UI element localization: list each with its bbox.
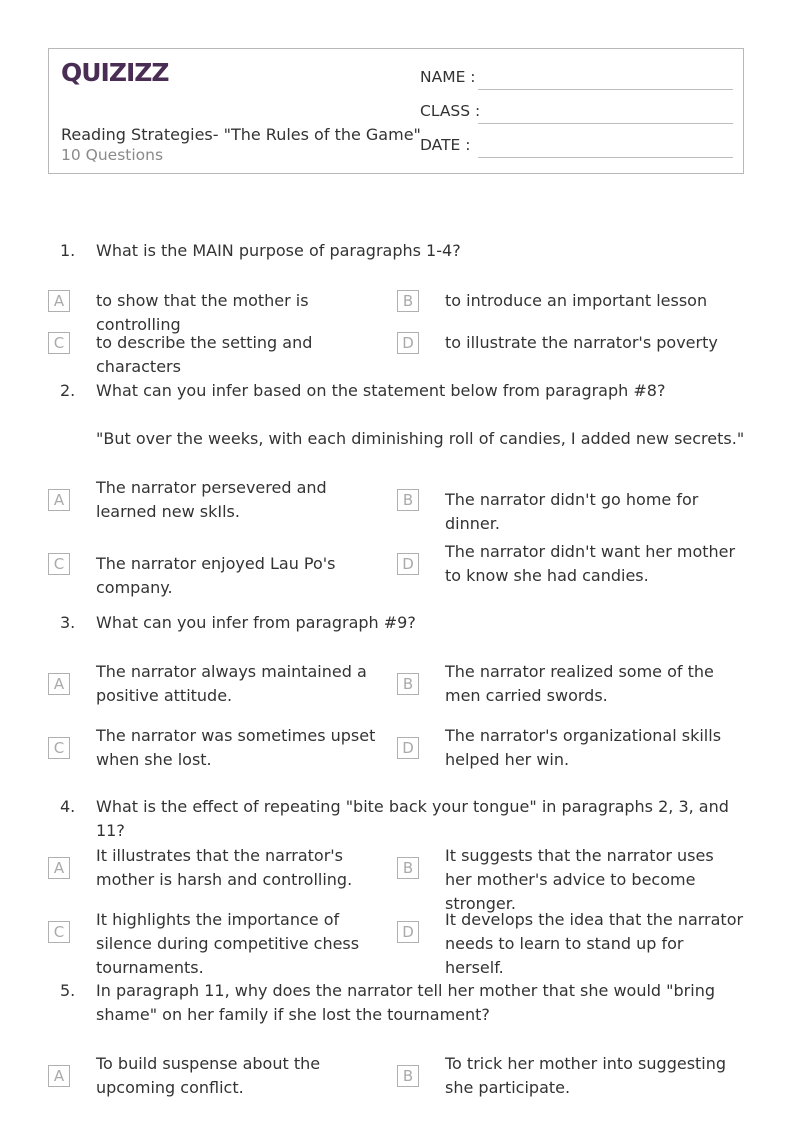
question-text: In paragraph 11, why does the narrator tell her mother that she would "bring shame" on her family if she lost the tournament?: [96, 981, 715, 1024]
option-a-text: The narrator persevered and learned new skIls.: [96, 478, 327, 521]
option-b-box[interactable]: B: [397, 673, 419, 695]
question-text: What can you infer from paragraph #9?: [96, 613, 416, 632]
option-c-box[interactable]: C: [48, 737, 70, 759]
option-d-text: The narrator's organizational skills helped her win.: [445, 726, 722, 769]
option-b-text: The narrator realized some of the men carried swords.: [445, 662, 714, 705]
option-b-box[interactable]: B: [397, 1065, 419, 1087]
question-number: 3.: [60, 613, 76, 632]
option-b-box[interactable]: B: [397, 857, 419, 879]
option-c-box[interactable]: C: [48, 921, 70, 943]
option-a-text: The narrator always maintained a positive attitude.: [96, 662, 367, 705]
option-d-box[interactable]: D: [397, 332, 419, 354]
option-b-text: The narrator didn't go home for dinner.: [445, 490, 699, 533]
option-c-text: The narrator was sometimes upset when she lost.: [96, 726, 376, 769]
class-label: CLASS :: [420, 102, 481, 120]
option-a-box[interactable]: A: [48, 857, 70, 879]
question-quote: "But over the weeks, with each diminishing roll of candies, I added new secrets.": [96, 429, 745, 448]
worksheet-title: Reading Strategies- "The Rules of the Game": [61, 125, 421, 144]
option-d-text: to illustrate the narrator's poverty: [445, 333, 718, 352]
option-d-text: It develops the idea that the narrator needs to learn to stand up for herself.: [445, 910, 744, 977]
date-line[interactable]: [478, 157, 733, 158]
date-label: DATE :: [420, 136, 471, 154]
option-a-box[interactable]: A: [48, 489, 70, 511]
class-line[interactable]: [478, 123, 733, 124]
option-d-box[interactable]: D: [397, 921, 419, 943]
option-a-text: It illustrates that the narrator's mother is harsh and controlling.: [96, 846, 353, 889]
option-a-box[interactable]: A: [48, 1065, 70, 1087]
option-a-box[interactable]: A: [48, 673, 70, 695]
option-c-box[interactable]: C: [48, 332, 70, 354]
name-label: NAME :: [420, 68, 476, 86]
question-number: 2.: [60, 381, 76, 400]
question-count: 10 Questions: [61, 146, 164, 164]
question-text: What is the effect of repeating "bite back your tongue" in paragraphs 2, 3, and 11?: [96, 797, 729, 840]
quizizz-logo: QUIZIZZ: [61, 58, 169, 87]
option-a-box[interactable]: A: [48, 290, 70, 312]
worksheet-header: [48, 48, 744, 174]
name-line[interactable]: [478, 89, 733, 90]
option-c-text: to describe the setting and characters: [96, 333, 313, 376]
option-a-text: to show that the mother is controlling: [96, 291, 309, 334]
question-text: What is the MAIN purpose of paragraphs 1-4?: [96, 241, 461, 260]
option-c-box[interactable]: C: [48, 553, 70, 575]
question-number: 1.: [60, 241, 76, 260]
option-b-box[interactable]: B: [397, 290, 419, 312]
option-d-box[interactable]: D: [397, 737, 419, 759]
option-a-text: To build suspense about the upcoming conflict.: [96, 1054, 321, 1097]
option-d-text: The narrator didn't want her mother to know she had candies.: [445, 542, 736, 585]
option-b-text: To trick her mother into suggesting she participate.: [445, 1054, 727, 1097]
option-b-text: It suggests that the narrator uses her mother's advice to become stronger.: [445, 846, 714, 913]
option-b-box[interactable]: B: [397, 489, 419, 511]
question-number: 4.: [60, 797, 76, 816]
option-c-text: The narrator enjoyed Lau Po's company.: [96, 554, 336, 597]
option-d-box[interactable]: D: [397, 553, 419, 575]
question-text: What can you infer based on the statement below from paragraph #8?: [96, 381, 666, 400]
option-b-text: to introduce an important lesson: [445, 291, 708, 310]
question-number: 5.: [60, 981, 76, 1000]
option-c-text: It highlights the importance of silence during competitive chess tournaments.: [96, 910, 360, 977]
